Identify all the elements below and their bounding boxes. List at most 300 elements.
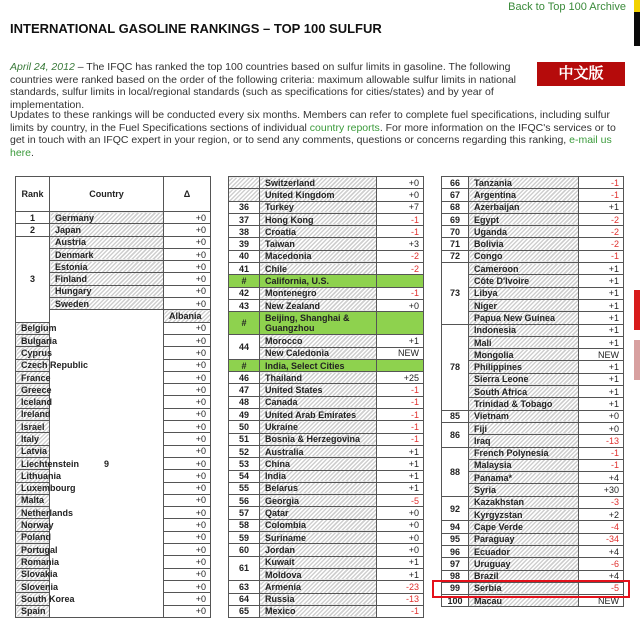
delta-cell: -5 bbox=[377, 495, 424, 507]
table-row bbox=[229, 445, 424, 457]
country-cell: Portugal bbox=[16, 544, 50, 556]
country-cell: Chile bbox=[260, 263, 377, 275]
country-cell: Belgium bbox=[16, 322, 50, 334]
delta-cell: +0 bbox=[377, 189, 424, 201]
table-row bbox=[442, 250, 624, 262]
country-cell: Greece bbox=[16, 384, 50, 396]
country-cell: United Kingdom bbox=[260, 189, 377, 201]
delta-cell: +0 bbox=[164, 347, 211, 359]
rank-cell: 58 bbox=[229, 519, 260, 531]
rank-cell: # bbox=[229, 359, 260, 371]
country-cell: Norway bbox=[16, 519, 50, 531]
delta-cell: +0 bbox=[164, 457, 211, 469]
delta-cell: +1 bbox=[579, 373, 624, 385]
rank-cell: 88 bbox=[442, 447, 469, 496]
table-row bbox=[229, 275, 424, 287]
delta-cell: +0 bbox=[164, 605, 211, 617]
delta-cell: NEW bbox=[579, 349, 624, 361]
delta-cell: +0 bbox=[377, 519, 424, 531]
delta-cell: -2 bbox=[579, 238, 624, 250]
rank-cell: 55 bbox=[229, 482, 260, 494]
chinese-version-button[interactable]: 中文版 bbox=[537, 62, 625, 86]
delta-cell: +0 bbox=[377, 299, 424, 311]
country-cell: Colombia bbox=[260, 519, 377, 531]
country-cell: United States bbox=[260, 384, 377, 396]
rank-cell: 99 bbox=[442, 582, 469, 594]
intro-date: April 24, 2012 bbox=[10, 61, 75, 73]
country-cell: Italy bbox=[16, 433, 50, 445]
country-cell: Germany bbox=[50, 212, 164, 224]
table-row bbox=[229, 581, 424, 593]
country-cell: Cameroon bbox=[469, 263, 579, 275]
table-row bbox=[442, 398, 624, 410]
country-cell: Congo bbox=[469, 250, 579, 262]
country-cell: Romania bbox=[16, 556, 50, 568]
table-row bbox=[229, 189, 424, 201]
country-cell: Macedonia bbox=[260, 250, 377, 262]
table-row bbox=[442, 263, 624, 275]
country-cell: Japan bbox=[50, 224, 164, 236]
rank-cell: 41 bbox=[229, 263, 260, 275]
delta-cell: -1 bbox=[377, 396, 424, 408]
delta-cell: +0 bbox=[164, 531, 211, 543]
country-cell: Bulgaria bbox=[16, 334, 50, 346]
delta-cell: +0 bbox=[164, 556, 211, 568]
rank-cell: 40 bbox=[229, 250, 260, 262]
country-cell: Slovenia bbox=[16, 580, 50, 592]
country-cell: New Caledonia bbox=[260, 347, 377, 359]
country-cell: Ireland bbox=[16, 408, 50, 420]
table-row bbox=[16, 236, 211, 248]
delta-cell: +1 bbox=[377, 482, 424, 494]
delta-cell: +0 bbox=[164, 261, 211, 273]
country-cell: New Zealand bbox=[260, 299, 377, 311]
country-cell: French Polynesia bbox=[469, 447, 579, 459]
rank-cell: 37 bbox=[229, 213, 260, 225]
delta-cell: -13 bbox=[377, 593, 424, 605]
delta-cell bbox=[377, 359, 424, 371]
delta-cell: +0 bbox=[377, 532, 424, 544]
table-row bbox=[442, 213, 624, 225]
delta-cell: +1 bbox=[377, 470, 424, 482]
country-cell: Cyprus bbox=[16, 347, 50, 359]
table-row bbox=[229, 250, 424, 262]
page-title: INTERNATIONAL GASOLINE RANKINGS – TOP 100 SULFUR bbox=[10, 21, 382, 36]
ranking-table-2 bbox=[228, 176, 424, 618]
country-cell: Lithuania bbox=[16, 470, 50, 482]
rank-cell: 43 bbox=[229, 299, 260, 311]
table-row bbox=[442, 422, 624, 434]
delta-cell: -1 bbox=[579, 447, 624, 459]
country-cell: Luxembourg bbox=[16, 482, 50, 494]
rank-cell: 95 bbox=[442, 533, 469, 545]
delta-cell: -2 bbox=[579, 226, 624, 238]
country-cell: Thailand bbox=[260, 372, 377, 384]
rank-cell: 1 bbox=[16, 212, 50, 224]
table-row bbox=[229, 312, 424, 335]
country-cell: South Korea bbox=[16, 593, 50, 605]
table-row bbox=[229, 226, 424, 238]
rank-cell: 59 bbox=[229, 532, 260, 544]
country-cell: Mali bbox=[469, 336, 579, 348]
table-row bbox=[442, 361, 624, 373]
country-cell: Albania bbox=[164, 310, 211, 322]
delta-cell: -1 bbox=[377, 287, 424, 299]
rank-cell: 53 bbox=[229, 458, 260, 470]
rank-cell: 52 bbox=[229, 445, 260, 457]
table-row bbox=[229, 177, 424, 189]
delta-cell: +0 bbox=[164, 298, 211, 310]
country-cell: Kuwait bbox=[260, 556, 377, 568]
delta-cell: +0 bbox=[164, 580, 211, 592]
country-cell: Austria bbox=[50, 236, 164, 248]
delta-cell: +4 bbox=[579, 570, 624, 582]
rank-cell: 97 bbox=[442, 558, 469, 570]
table-row bbox=[442, 324, 624, 336]
delta-cell: -1 bbox=[377, 213, 424, 225]
table-row bbox=[229, 593, 424, 605]
delta-cell: -34 bbox=[579, 533, 624, 545]
delta-cell: +0 bbox=[164, 408, 211, 420]
country-cell: Sierra Leone bbox=[469, 373, 579, 385]
table-row bbox=[229, 433, 424, 445]
intro-text: – The IFQC has ranked the top 100 countries based on sulfur limits in gasoline. The following countries were ranked based on the order of the following criteria: maximum allowable sulfur limits in national standards, sulfur limits in local/regional standards (such as specifications for cities/states) and by year of implementation. bbox=[10, 61, 516, 111]
country-cell: Sweden bbox=[50, 298, 164, 310]
table-row bbox=[229, 238, 424, 250]
delta-cell: +0 bbox=[164, 593, 211, 605]
country-cell: Czech Republic bbox=[16, 359, 50, 371]
table-row bbox=[229, 532, 424, 544]
rank-cell bbox=[229, 177, 260, 189]
rank-cell: 2 bbox=[16, 224, 50, 236]
country-cell: Switzerland bbox=[260, 177, 377, 189]
delta-cell: +0 bbox=[377, 544, 424, 556]
rank-cell: 96 bbox=[442, 545, 469, 557]
country-cell: Malta bbox=[16, 494, 50, 506]
delta-cell: +0 bbox=[164, 285, 211, 297]
rank-cell: # bbox=[229, 275, 260, 287]
table-row bbox=[229, 519, 424, 531]
country-cell: Trinidad & Tobago bbox=[469, 398, 579, 410]
country-cell: Slovakia bbox=[16, 568, 50, 580]
country-cell: Taiwan bbox=[260, 238, 377, 250]
country-cell: Poland bbox=[16, 531, 50, 543]
rank-cell: 39 bbox=[229, 238, 260, 250]
updates-text-2: . For more information on the IFQC's services or to get in touch with an IFQC expert in your region, or to send any comments, questions or concerns regarding this ranking, bbox=[10, 121, 616, 146]
delta-cell: +0 bbox=[164, 421, 211, 433]
country-cell: Estonia bbox=[50, 261, 164, 273]
country-cell: Turkey bbox=[260, 201, 377, 213]
table-row bbox=[229, 544, 424, 556]
table-row bbox=[442, 533, 624, 545]
country-cell: Qatar bbox=[260, 507, 377, 519]
delta-cell: +0 bbox=[164, 334, 211, 346]
rank-cell: 73 bbox=[442, 263, 469, 324]
table-row bbox=[442, 521, 624, 533]
delta-cell: +0 bbox=[377, 507, 424, 519]
rank-cell: 44 bbox=[229, 335, 260, 360]
delta-cell: +7 bbox=[377, 201, 424, 213]
delta-header: Δ bbox=[164, 177, 211, 212]
table-row bbox=[229, 470, 424, 482]
country-cell: Hong Kong bbox=[260, 213, 377, 225]
delta-cell: +0 bbox=[164, 519, 211, 531]
country-cell: Netherlands bbox=[16, 507, 50, 519]
rank-cell: 94 bbox=[442, 521, 469, 533]
delta-cell: -5 bbox=[579, 582, 624, 594]
delta-cell: +1 bbox=[579, 361, 624, 373]
country-cell: Denmark bbox=[50, 248, 164, 260]
table-row bbox=[442, 336, 624, 348]
rank-cell: 36 bbox=[229, 201, 260, 213]
table-row bbox=[229, 507, 424, 519]
serbia-highlight-marker bbox=[432, 580, 630, 598]
country-header: Country bbox=[50, 177, 164, 212]
rank-cell: 100 bbox=[442, 595, 469, 607]
delta-cell: +30 bbox=[579, 484, 624, 496]
rank-cell bbox=[229, 189, 260, 201]
delta-cell: -1 bbox=[377, 226, 424, 238]
table-row bbox=[442, 275, 624, 287]
table-row bbox=[229, 213, 424, 225]
country-cell: Mongolia bbox=[469, 349, 579, 361]
table-row bbox=[229, 556, 424, 568]
delta-cell: +0 bbox=[164, 433, 211, 445]
country-cell: Canada bbox=[260, 396, 377, 408]
rank-cell: 42 bbox=[229, 287, 260, 299]
country-cell: Kyrgyzstan bbox=[469, 509, 579, 521]
table-row bbox=[229, 359, 424, 371]
rank-cell: 70 bbox=[442, 226, 469, 238]
delta-cell: +0 bbox=[164, 248, 211, 260]
country-cell: India bbox=[260, 470, 377, 482]
delta-cell: +0 bbox=[164, 359, 211, 371]
delta-cell bbox=[377, 275, 424, 287]
country-cell: Iraq bbox=[469, 435, 579, 447]
delta-cell: +0 bbox=[164, 396, 211, 408]
country-cell: Russia bbox=[260, 593, 377, 605]
delta-cell: -1 bbox=[377, 433, 424, 445]
country-cell: Tanzania bbox=[469, 177, 579, 189]
delta-cell: -1 bbox=[377, 421, 424, 433]
rank-cell: 68 bbox=[442, 201, 469, 213]
delta-cell: +1 bbox=[579, 275, 624, 287]
rank-cell: 56 bbox=[229, 495, 260, 507]
country-cell: Serbia bbox=[469, 582, 579, 594]
country-cell: Finland bbox=[50, 273, 164, 285]
table-row bbox=[229, 384, 424, 396]
country-cell: Croatia bbox=[260, 226, 377, 238]
table-row bbox=[229, 605, 424, 617]
rank-cell: 57 bbox=[229, 507, 260, 519]
table-row bbox=[229, 335, 424, 347]
delta-cell: -23 bbox=[377, 581, 424, 593]
email-us-link[interactable]: e-mail us here bbox=[10, 134, 612, 159]
back-to-archive-link[interactable]: Back to Top 100 Archive bbox=[508, 1, 626, 13]
table-row bbox=[442, 312, 624, 324]
delta-cell: -1 bbox=[579, 250, 624, 262]
delta-cell: -1 bbox=[579, 189, 624, 201]
rank-cell: 51 bbox=[229, 433, 260, 445]
table-row bbox=[442, 459, 624, 471]
rank-cell: 47 bbox=[229, 384, 260, 396]
table-row bbox=[442, 545, 624, 557]
country-cell: Paraguay bbox=[469, 533, 579, 545]
country-cell: Armenia bbox=[260, 581, 377, 593]
table-row bbox=[442, 484, 624, 496]
delta-cell: -13 bbox=[579, 435, 624, 447]
country-cell: Spain bbox=[16, 605, 50, 617]
country-cell: Panama* bbox=[469, 472, 579, 484]
table-row bbox=[16, 212, 211, 224]
updates-text-3: . bbox=[31, 146, 34, 159]
country-cell: Brazil bbox=[469, 570, 579, 582]
delta-cell: +0 bbox=[164, 212, 211, 224]
country-cell: Niger bbox=[469, 299, 579, 311]
country-cell: Ecuador bbox=[469, 545, 579, 557]
delta-cell: +2 bbox=[579, 509, 624, 521]
delta-cell: -1 bbox=[377, 384, 424, 396]
country-cell: France bbox=[16, 371, 50, 383]
rank-cell: 63 bbox=[229, 581, 260, 593]
delta-cell: +0 bbox=[164, 507, 211, 519]
delta-cell: +0 bbox=[579, 422, 624, 434]
country-cell: Azerbaijan bbox=[469, 201, 579, 213]
table-row bbox=[442, 373, 624, 385]
delta-cell: +1 bbox=[579, 299, 624, 311]
country-cell: Beijing, Shanghai & Guangzhou bbox=[260, 312, 377, 335]
country-cell: Uganda bbox=[469, 226, 579, 238]
rank-cell: 3 bbox=[16, 236, 50, 322]
table-row bbox=[442, 238, 624, 250]
delta-cell: +1 bbox=[579, 336, 624, 348]
ranking-table-3 bbox=[441, 176, 624, 607]
rank-cell: 66 bbox=[442, 177, 469, 189]
rank-cell: 85 bbox=[442, 410, 469, 422]
rank-header: Rank bbox=[16, 177, 50, 212]
delta-cell: +0 bbox=[164, 494, 211, 506]
country-cell: California, U.S. bbox=[260, 275, 377, 287]
country-cell: Indonesia bbox=[469, 324, 579, 336]
delta-cell: +1 bbox=[579, 263, 624, 275]
rank-cell: 64 bbox=[229, 593, 260, 605]
country-cell: Belarus bbox=[260, 482, 377, 494]
delta-cell: +1 bbox=[579, 312, 624, 324]
rank-cell: 98 bbox=[442, 570, 469, 582]
country-cell: Israel bbox=[16, 421, 50, 433]
country-reports-link[interactable]: country reports bbox=[309, 121, 380, 134]
country-cell: Suriname bbox=[260, 532, 377, 544]
table-row bbox=[442, 558, 624, 570]
delta-cell: +0 bbox=[579, 410, 624, 422]
delta-cell: +0 bbox=[164, 322, 211, 334]
rank-cell: 50 bbox=[229, 421, 260, 433]
delta-cell: +4 bbox=[579, 472, 624, 484]
country-cell: Iceland bbox=[16, 396, 50, 408]
country-cell: Morocco bbox=[260, 335, 377, 347]
delta-cell: -1 bbox=[377, 409, 424, 421]
delta-cell: +1 bbox=[579, 398, 624, 410]
table-row bbox=[442, 299, 624, 311]
delta-cell: +0 bbox=[164, 544, 211, 556]
delta-cell: +0 bbox=[164, 371, 211, 383]
table-row bbox=[442, 189, 624, 201]
country-cell: Montenegro bbox=[260, 287, 377, 299]
delta-cell: +0 bbox=[164, 445, 211, 457]
rank-cell: 60 bbox=[229, 544, 260, 556]
country-cell: Fiji bbox=[469, 422, 579, 434]
table-row bbox=[442, 177, 624, 189]
rank-cell: 71 bbox=[442, 238, 469, 250]
delta-cell: +0 bbox=[164, 482, 211, 494]
country-cell: Ukraine bbox=[260, 421, 377, 433]
table-row bbox=[229, 495, 424, 507]
delta-cell: +1 bbox=[579, 324, 624, 336]
country-cell: Philippines bbox=[469, 361, 579, 373]
table-row bbox=[229, 263, 424, 275]
table-row bbox=[442, 386, 624, 398]
rank-cell: 78 bbox=[442, 324, 469, 410]
country-cell: India, Select Cities bbox=[260, 359, 377, 371]
updates-paragraph bbox=[10, 109, 620, 159]
rank-cell: 67 bbox=[442, 189, 469, 201]
country-cell: Uruguay bbox=[469, 558, 579, 570]
country-cell: Bosnia & Herzegovina bbox=[260, 433, 377, 445]
table-row bbox=[229, 409, 424, 421]
updates-text-1: Updates to these rankings will be conducted every six months. Members can refer to complete fuel specifications, including sulfur limits by country, in the Fuel Specifications sections of individual bbox=[10, 109, 610, 134]
delta-cell: +1 bbox=[579, 287, 624, 299]
intro-paragraph bbox=[10, 61, 520, 111]
page-edge-decoration bbox=[634, 0, 640, 618]
delta-cell: -1 bbox=[377, 605, 424, 617]
table-row bbox=[229, 421, 424, 433]
table-row bbox=[442, 435, 624, 447]
rank-cell: 54 bbox=[229, 470, 260, 482]
rank-cell: # bbox=[229, 312, 260, 335]
delta-cell: +0 bbox=[164, 236, 211, 248]
delta-cell: +1 bbox=[377, 335, 424, 347]
table-row bbox=[229, 458, 424, 470]
delta-cell: -1 bbox=[579, 459, 624, 471]
rank-cell: 61 bbox=[229, 556, 260, 581]
delta-cell: +1 bbox=[579, 386, 624, 398]
table-row bbox=[442, 226, 624, 238]
table-row bbox=[442, 287, 624, 299]
table-row bbox=[442, 410, 624, 422]
country-cell: Syria bbox=[469, 484, 579, 496]
table-row bbox=[442, 472, 624, 484]
country-cell: Papua New Guinea bbox=[469, 312, 579, 324]
country-cell: Macau bbox=[469, 595, 579, 607]
delta-cell: +1 bbox=[377, 556, 424, 568]
delta-cell: +4 bbox=[579, 545, 624, 557]
table-row bbox=[442, 349, 624, 361]
delta-cell: +1 bbox=[377, 445, 424, 457]
delta-cell: -6 bbox=[579, 558, 624, 570]
delta-cell bbox=[377, 312, 424, 335]
country-cell: Hungary bbox=[50, 285, 164, 297]
rank-cell: 86 bbox=[442, 422, 469, 447]
delta-cell: +25 bbox=[377, 372, 424, 384]
country-cell: Cape Verde bbox=[469, 521, 579, 533]
delta-cell: +0 bbox=[164, 470, 211, 482]
delta-cell: -2 bbox=[377, 250, 424, 262]
country-cell: Latvia bbox=[16, 445, 50, 457]
delta-cell: +0 bbox=[164, 273, 211, 285]
table-row bbox=[442, 201, 624, 213]
rank-cell: 49 bbox=[229, 409, 260, 421]
rank-cell: 46 bbox=[229, 372, 260, 384]
